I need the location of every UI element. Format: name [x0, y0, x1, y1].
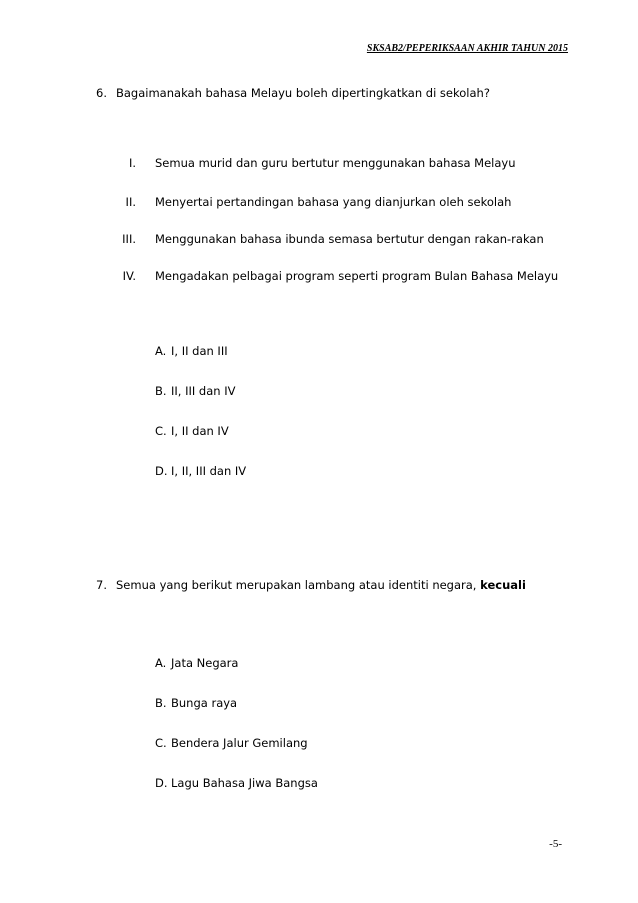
- statement-roman: IV.: [122, 269, 136, 283]
- option-letter: D.: [155, 776, 168, 790]
- option-letter: B.: [155, 696, 167, 710]
- option-text: Bendera Jalur Gemilang: [171, 736, 308, 750]
- page-number: -5-: [549, 838, 562, 850]
- question-number: 7.: [96, 578, 107, 592]
- option-a[interactable]: [155, 344, 228, 358]
- question-7: [96, 578, 526, 592]
- option-text: Lagu Bahasa Jiwa Bangsa: [171, 776, 318, 790]
- option-c[interactable]: [155, 424, 229, 438]
- question-6: [96, 86, 490, 100]
- option-text: I, II dan III: [171, 344, 228, 358]
- statement-text: Menyertai pertandingan bahasa yang dianjurkan oleh sekolah: [155, 195, 512, 209]
- option-letter: D.: [155, 464, 168, 478]
- option-b[interactable]: [155, 696, 237, 710]
- option-c[interactable]: [155, 736, 308, 750]
- option-text: Bunga raya: [171, 696, 238, 710]
- page-header: SKSAB2/PEPERIKSAAN AKHIR TAHUN 2015: [366, 43, 568, 54]
- statement-text: Mengadakan pelbagai program seperti program Bulan Bahasa Melayu: [155, 269, 559, 283]
- question-number: 6.: [96, 86, 107, 100]
- option-d[interactable]: [155, 776, 318, 790]
- statement-text: Semua murid dan guru bertutur menggunakan bahasa Melayu: [155, 156, 516, 170]
- option-letter: A.: [155, 344, 167, 358]
- option-letter: C.: [155, 736, 167, 750]
- option-text: Jata Negara: [171, 656, 239, 670]
- option-b[interactable]: [155, 384, 235, 398]
- option-text: II, III dan IV: [171, 384, 236, 398]
- option-text: I, II dan IV: [171, 424, 229, 438]
- question-emphasis: kecuali: [480, 578, 526, 592]
- option-text: I, II, III dan IV: [171, 464, 247, 478]
- option-letter: B.: [155, 384, 167, 398]
- question-text: Bagaimanakah bahasa Melayu boleh dipertingkatkan di sekolah?: [116, 86, 490, 100]
- option-letter: C.: [155, 424, 167, 438]
- option-d[interactable]: [155, 464, 246, 478]
- question-text: Semua yang berikut merupakan lambang atau identiti negara,: [116, 578, 481, 592]
- statement-text: Menggunakan bahasa ibunda semasa bertutur dengan rakan-rakan: [155, 232, 544, 246]
- statement-roman: II.: [125, 195, 136, 209]
- option-a[interactable]: [155, 656, 238, 670]
- option-letter: A.: [155, 656, 167, 670]
- statement-roman: III.: [122, 232, 136, 246]
- statement-roman: I.: [128, 156, 136, 170]
